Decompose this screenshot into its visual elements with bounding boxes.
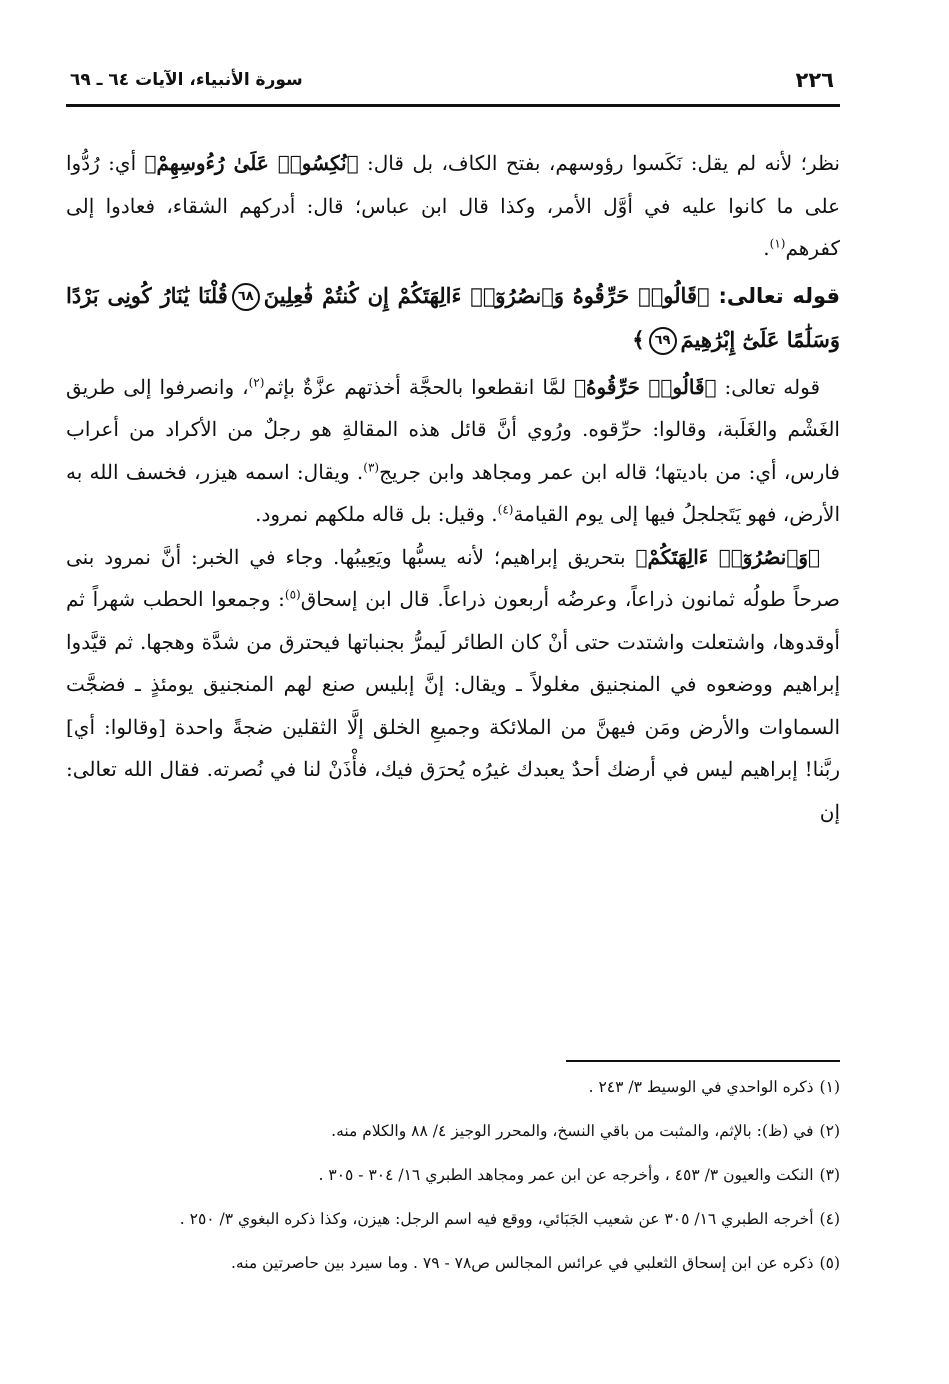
- page-header: [66, 68, 840, 102]
- footnote-number: (٣): [819, 1166, 840, 1184]
- footnote-5: [66, 1248, 840, 1279]
- footnote-number: (٥): [819, 1254, 840, 1272]
- header-rule: [66, 104, 840, 107]
- quran-quote: ﴿نُكِسُوا۟ عَلَىٰ رُءُوسِهِمْ﴾: [144, 151, 359, 175]
- footnote-ref-1[interactable]: (١): [769, 236, 786, 251]
- quran-quote: ﴿قَالُوا۟ حَرِّقُوهُ﴾: [574, 374, 717, 399]
- text-span: . ويقال: اسمه هيزر، فخسف الله به الأرض، فهو يَتَجلجلُ فيها إلى يوم القيامة: [66, 459, 840, 526]
- footnote-number: (٢): [819, 1122, 840, 1140]
- footnote-2: [66, 1116, 840, 1147]
- text-span: : وجمعوا الحطب شهراً ثم أوقدوها، واشتعلت واشتدت حتى أنْ كان الطائر لَيمرُّ بجنباتها فيحترق من شدَّة وهجها. ثم قيَّدوا إبراهيم ووضعوه في المنجنيق مغلولاً ـ ويقال: إنَّ إبليس صنع لهم المنجنيق يومئذٍ ـ فضجَّت السماوات والأرض ومَن فيهنَّ من الملائكة وجميعِ الخلق إلَّا الثقلين ضجةً واحدة [وقالوا: أي] ربَّنا! إبراهيم ليس في أرضك أحدٌ يعبدك غيرُه يُحرَق فيك، فأْذَنْ لنا في نُصرته. فقال الله تعالى: إن: [66, 587, 841, 824]
- text-span: قوله تعالى:: [716, 374, 821, 399]
- book-page: [66, 60, 840, 1360]
- page-number: ٢٢٦: [795, 68, 834, 92]
- ayah-number-68: ٦٨: [232, 283, 260, 311]
- ayah-number-69: ٦٩: [649, 327, 677, 355]
- footnote-ref-4[interactable]: (٤): [497, 502, 514, 517]
- footnote-ref-5[interactable]: (٥): [284, 587, 301, 602]
- text-span: أي: رُدُّوا على ما كانوا عليه في أوَّل الأمر، وكذا قال ابن عباس؛ قال: أدركهم الشقاء، فعادوا إلى كفرهم: [66, 151, 840, 260]
- footnote-ref-2[interactable]: (٢): [248, 374, 265, 389]
- quran-verse-69: قُلْنَا يَٰنَارُ كُونِى بَرْدًا وَسَلَٰمًا عَلَىٰٓ إِبْرَٰهِيمَ: [66, 282, 840, 352]
- footnote-text: النكت والعيون ٣/ ٤٥٣ ، وأخرجه عن ابن عمر ومجاهد الطبري ١٦/ ٣٠٤ - ٣٠٥ .: [318, 1166, 814, 1184]
- footnotes: [66, 1072, 840, 1279]
- text-span: لمَّا انقطعوا بالحجَّة أخذتهم عزَّةٌ بإثم: [264, 374, 575, 399]
- running-title: سورة الأنبياء، الآيات ٦٤ ـ ٦٩: [70, 70, 303, 90]
- quran-bracket-close: ﴾: [632, 326, 645, 352]
- footnote-text: في (ظ): بالإثم، والمثبت من باقي النسخ، والمحرر الوجيز ٤/ ٨٨ والكلام منه.: [331, 1122, 814, 1140]
- verse-heading: [66, 274, 840, 362]
- text-span: نظر؛ لأنه لم يقل: نَكَسوا رؤوسهم، بفتح الكاف، بل قال:: [358, 151, 840, 175]
- verse-heading-label: قوله تعالى:: [718, 283, 840, 308]
- quran-quote: ﴿وَٱنصُرُوٓا۟ ءَالِهَتَكُمْ﴾: [635, 544, 820, 569]
- footnote-3: [66, 1160, 840, 1191]
- paragraph-1: [66, 142, 840, 270]
- footnote-text: أخرجه الطبري ١٦/ ٣٠٥ عن شعيب الجَبَائي، ووقع فيه اسم الرجل: هيزن، وكذا ذكره البغوي ٣/ ٢٥٠ .: [179, 1210, 814, 1228]
- footnote-4: [66, 1204, 840, 1235]
- main-text: [66, 142, 840, 833]
- footnote-number: (٤): [819, 1210, 840, 1228]
- text-span: .: [763, 236, 770, 260]
- text-span: بتحريق إبراهيم؛ لأنه يسبُّها ويَعِيبُها. وجاء في الخبر: أنَّ نمرود بنى صرحاً طولُه ثمانون ذراعاً، وعرضُه أربعون ذراعاً. قال ابن إسحاق: [66, 544, 841, 611]
- footnote-1: [66, 1072, 840, 1103]
- footnote-ref-3[interactable]: (٣): [363, 459, 380, 474]
- paragraph-3: [66, 536, 840, 834]
- paragraph-2: [66, 366, 840, 536]
- quran-verse-68: ﴿قَالُوا۟ حَرِّقُوهُ وَٱنصُرُوٓا۟ ءَالِهَتَكُمْ إِن كُنتُمْ فَٰعِلِينَ: [263, 282, 719, 308]
- footnote-text: ذكره عن ابن إسحاق الثعلبي في عرائس المجالس ص٧٨ - ٧٩ . وما سيرد بين حاصرتين منه.: [230, 1254, 814, 1272]
- footnote-rule: [566, 1060, 840, 1062]
- text-span: . وقيل: بل قاله ملكهم نمرود.: [255, 502, 498, 526]
- text-span: ، وانصرفوا إلى طريق الغَشْم والغَلَبة، وقالوا: حرِّقوه. ورُوي أنَّ قائل هذه المقالةِ هو رجلٌ من الأكراد من أعراب فارس، أي: من باديتها؛ قاله ابن عمر ومجاهد وابن جريج: [66, 374, 840, 484]
- footnote-number: (١): [819, 1078, 840, 1096]
- footnote-text: ذكره الواحدي في الوسيط ٣/ ٢٤٣ .: [588, 1078, 814, 1096]
